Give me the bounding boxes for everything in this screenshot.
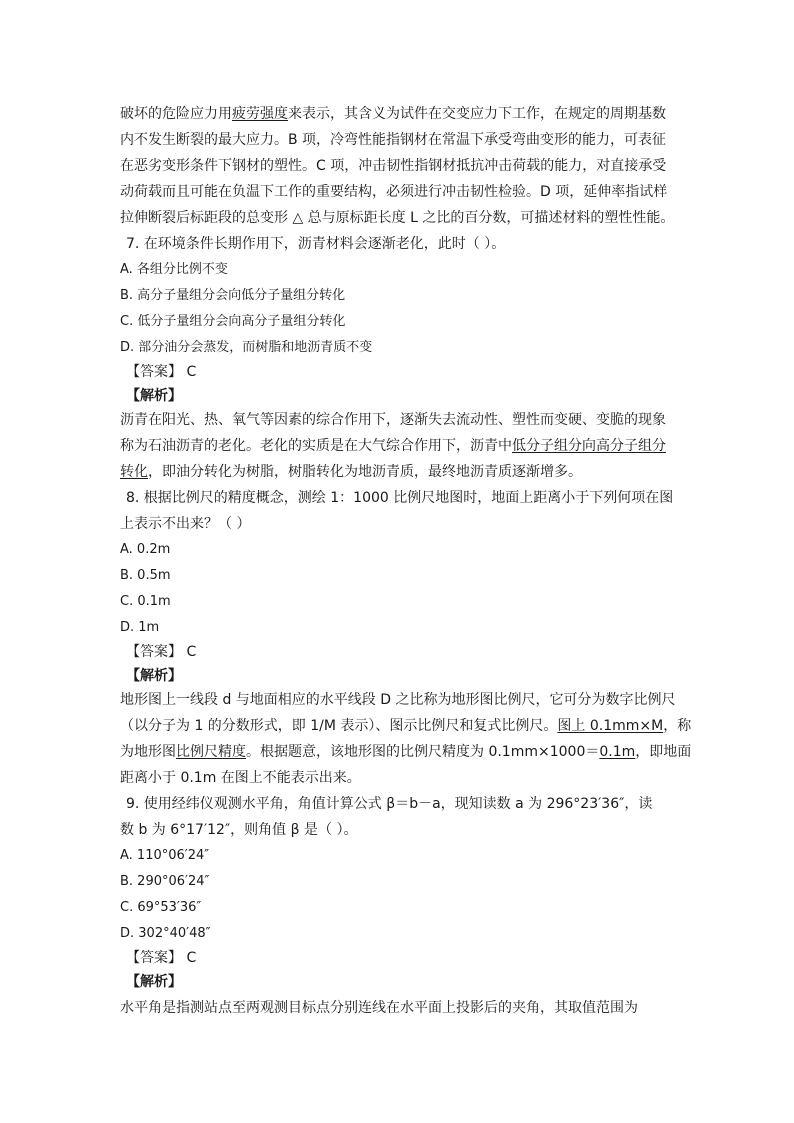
intro-line-4: 动荷载而且可能在负温下工作的重要结构，必须进行冲击韧性检验。D 项，延伸率指试样 — [120, 184, 668, 200]
question-7-analysis-line-3: 转化，即油分转化为树脂，树脂转化为地沥青质，最终地沥青质逐渐增多。 — [120, 464, 582, 480]
question-8-analysis-line-2: （以分子为 1 的分数形式，即 1/M 表示）、图示比例尺和复式比例尺。图上 0.1mm×M，称 — [120, 718, 692, 734]
underlined-term: 转化 — [120, 464, 148, 480]
question-7-option-a: A. 各组分比例不变 — [120, 262, 228, 277]
question-7-analysis-line-2: 称为石油沥青的老化。老化的实质是在大气综合作用下，沥青中低分子组分向高分子组分 — [120, 438, 666, 454]
question-8-option-b: B. 0.5m — [120, 568, 171, 583]
underlined-term: 低分子组分向高分子组分 — [512, 438, 666, 454]
intro-line-2: 内不发生断裂的最大应力。B 项，冷弯性能指钢材在常温下承受弯曲变形的能力，可表征 — [120, 132, 667, 148]
question-8-analysis-line-1: 地形图上一线段 d 与地面相应的水平线段 D 之比称为地形图比例尺，它可分为数字比例尺 — [120, 692, 676, 708]
question-9-option-c: C. 69°53′36″ — [120, 900, 202, 915]
question-8-analysis-line-4: 距离小于 0.1m 在图上不能表示出来。 — [120, 770, 361, 786]
question-9-option-b: B. 290°06′24″ — [120, 874, 210, 889]
question-9-analysis-line-1: 水平角是指测站点至两观测目标点分别连线在水平面上投影后的夹角，其取值范围为 — [120, 1000, 638, 1016]
underlined-term: 0.1m — [599, 744, 636, 760]
question-8-answer: 【答案】 C — [126, 644, 197, 660]
intro-line-5: 拉伸断裂后标距段的总变形 △ 总与原标距长度 L 之比的百分数，可描述材料的塑性性能。 — [120, 210, 675, 226]
question-9-stem-line-2: 数 b 为 6°17′12″，则角值 β 是（ ）。 — [120, 822, 358, 838]
question-8-analysis-line-3: 为地形图比例尺精度。根据题意，该地形图的比例尺精度为 0.1mm×1000＝0.1m，即地面 — [120, 744, 692, 760]
question-9-option-d: D. 302°40′48″ — [120, 926, 211, 941]
question-7-analysis-label: 【解析】 — [126, 388, 182, 404]
question-7-answer: 【答案】 C — [126, 364, 197, 380]
question-7-analysis-line-1: 沥青在阳光、热、氧气等因素的综合作用下，逐渐失去流动性、塑性而变硬、变脆的现象 — [120, 412, 666, 428]
question-8-option-c: C. 0.1m — [120, 594, 171, 609]
question-8-option-d: D. 1m — [120, 620, 160, 635]
question-9-stem-line-1: 9. 使用经纬仪观测水平角，角值计算公式 β＝b－a，现知读数 a 为 296°23′36″，读 — [126, 796, 653, 812]
question-7-option-d: D. 部分油分会蒸发，而树脂和地沥青质不变 — [120, 340, 373, 355]
question-7-option-b: B. 高分子量组分会向低分子量组分转化 — [120, 288, 346, 303]
question-9-option-a: A. 110°06′24″ — [120, 848, 210, 863]
question-7-option-c: C. 低分子量组分会向高分子量组分转化 — [120, 314, 346, 329]
question-9-analysis-label: 【解析】 — [126, 974, 182, 990]
underlined-term: 比例尺精度 — [176, 744, 246, 760]
question-8-stem-line-1: 8. 根据比例尺的精度概念，测绘 1：1000 比例尺地图时，地面上距离小于下列何项在图 — [126, 490, 674, 506]
question-8-option-a: A. 0.2m — [120, 542, 171, 557]
intro-line-3: 在恶劣变形条件下钢材的塑性。C 项，冲击韧性指钢材抵抗冲击荷载的能力，对直接承受 — [120, 158, 667, 174]
intro-line-1: 破坏的危险应力用疲劳强度来表示，其含义为试件在交变应力下工作，在规定的周期基数 — [120, 106, 666, 122]
question-7-stem: 7. 在环境条件长期作用下，沥青材料会逐渐老化，此时（ ）。 — [126, 236, 506, 252]
underlined-term: 疲劳强度 — [232, 106, 288, 122]
question-8-stem-line-2: 上表示不出来？（ ） — [120, 516, 251, 532]
question-9-answer: 【答案】 C — [126, 950, 197, 966]
question-8-analysis-label: 【解析】 — [126, 668, 182, 684]
underlined-term: 图上 0.1mm×M — [557, 718, 664, 734]
